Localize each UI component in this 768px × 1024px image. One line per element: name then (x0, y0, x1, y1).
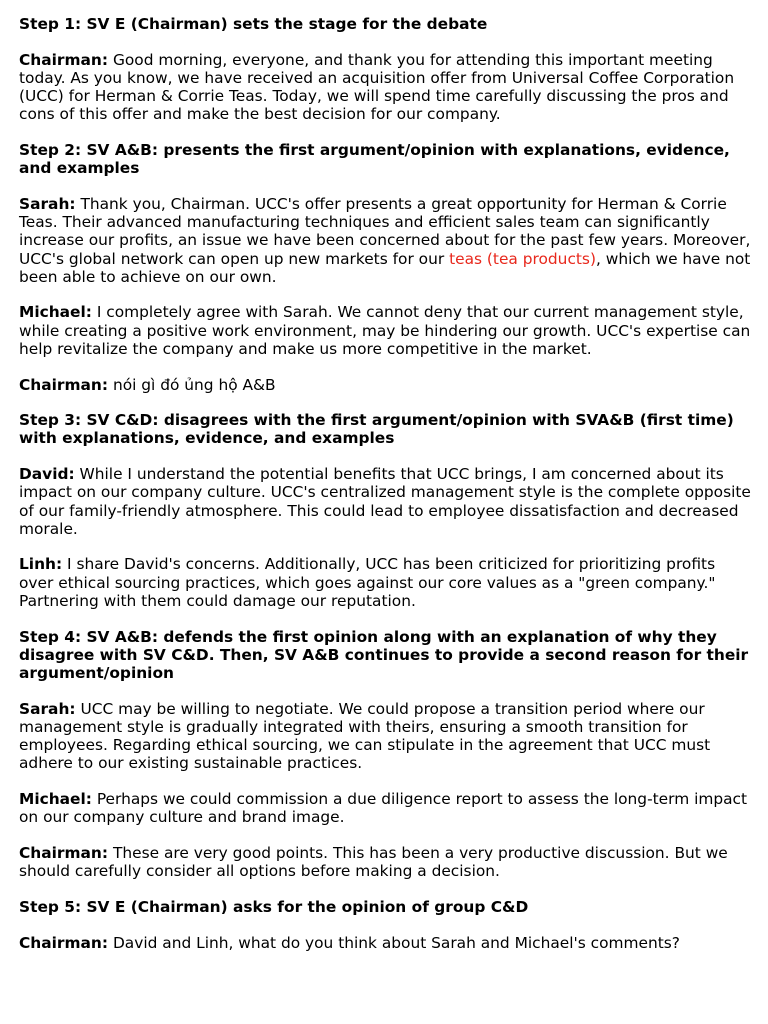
speech-text: Perhaps we could commission a due diligence report to assess the long-term impact on our company culture and brand image. (19, 790, 748, 827)
step-heading: Step 5: SV E (Chairman) asks for the opinion of group C&D (19, 897, 529, 916)
speech-paragraph (19, 700, 753, 773)
speaker-name: Michael: (19, 790, 92, 808)
speaker-name: Sarah: (19, 699, 76, 718)
speech-text: I share David's concerns. Additionally, UCC has been criticized for prioritizing profits over ethical sourcing practices, which goes against our core values as a "green company." Partnering with them could damage our reputation. (19, 555, 716, 610)
step-heading: Step 1: SV E (Chairman) sets the stage for the debate (19, 15, 488, 33)
speech-text: UCC may be willing to negotiate. We could propose a transition period where our management style is gradually integrated with theirs, ensuring a smooth transition for employees. Regarding ethical sourcing, we can stipulate in the agreement that UCC must adhere to our existing sustainable practices. (19, 699, 711, 773)
speech-paragraph (19, 934, 753, 952)
speech-text: These are very good points. This has been a very productive discussion. But we should carefully consider all options before making a decision. (19, 843, 728, 881)
speech-paragraph (19, 51, 753, 124)
speech-text: David and Linh, what do you think about Sarah and Michael's comments? (108, 933, 680, 952)
speech-text: I completely agree with Sarah. We cannot deny that our current management style, while creating a positive work environment, may be hindering our growth. UCC's expertise can help revitalize the company and make us more competitive in the market. (19, 303, 751, 358)
speech-paragraph (19, 844, 753, 880)
speech-paragraph (19, 555, 753, 610)
step-heading: Step 2: SV A&B: presents the first argument/opinion with explanations, evidence, and examples (19, 141, 730, 178)
highlighted-text: teas (tea products) (449, 249, 596, 268)
speaker-name: Sarah: (19, 194, 76, 213)
document-page (19, 15, 753, 969)
speech-paragraph (19, 303, 753, 358)
speech-text: , which we have not been able to achieve on our own. (19, 249, 751, 286)
step-heading: Step 4: SV A&B: defends the first opinion along with an explanation of why they disagree with SV C&D. Then, SV A&B continues to provide a second reason for their argument/opinion (19, 627, 749, 682)
speech-text: Good morning, everyone, and thank you for attending this important meeting today. As you know, we have received an acquisition offer from Universal Coffee Corporation (UCC) for Herman & Corrie Teas. Today, we will spend time carefully discussing the pros and cons of this offer and make the best decision for our company. (19, 50, 735, 124)
speech-paragraph (19, 195, 753, 286)
speech-text: Thank you, Chairman. UCC's offer presents a great opportunity for Herman & Corrie Teas. Their advanced manufacturing techniques and efficient sales team can significantly increase our profits, an issue we have been concerned about for the past few years. Moreover, UCC's global network can open up new markets for our (19, 194, 751, 268)
speaker-name: Linh: (19, 555, 63, 574)
speech-paragraph (19, 376, 753, 394)
speaker-name: David: (19, 465, 75, 484)
speaker-name: Chairman: (19, 375, 109, 394)
speaker-name: Chairman: (19, 843, 109, 862)
speech-text: While I understand the potential benefits that UCC brings, I am concerned about its impact on our company culture. UCC's centralized management style is the complete opposite of our family-friendly atmosphere. This could lead to employee dissatisfaction and decreased morale. (19, 465, 751, 538)
speech-paragraph (19, 465, 753, 538)
speaker-name: Chairman: (19, 933, 109, 952)
step-heading: Step 3: SV C&D: disagrees with the first argument/opinion with SVA&B (first time) with explanations, evidence, and examples (19, 411, 734, 448)
speech-paragraph (19, 790, 753, 826)
speaker-name: Michael: (19, 303, 92, 322)
speech-text: nói gì đó ủng hộ A&B (108, 375, 276, 394)
speaker-name: Chairman: (19, 50, 109, 69)
